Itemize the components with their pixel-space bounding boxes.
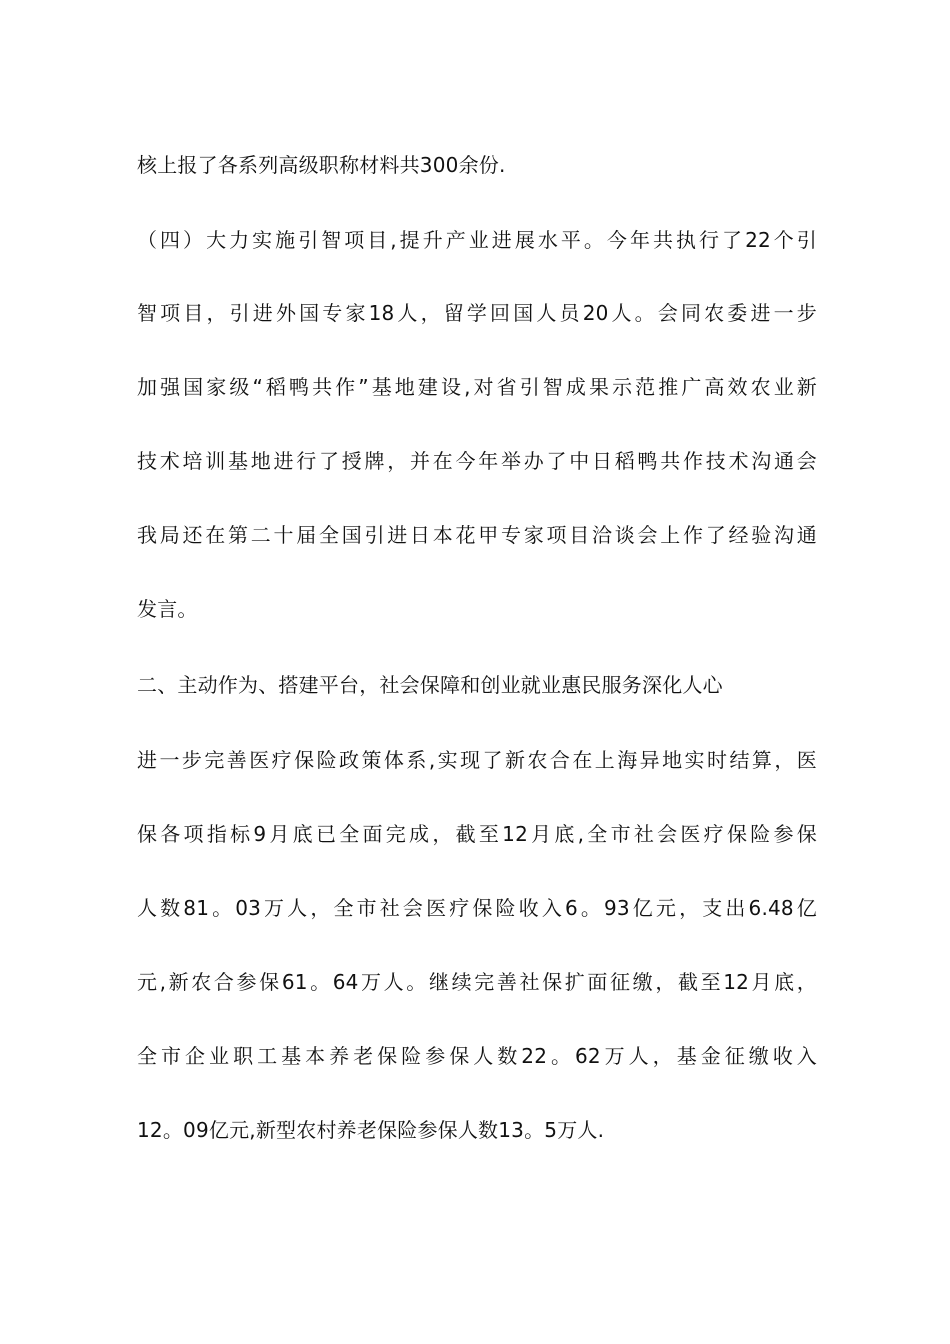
text-line-7: 发言。 [137, 597, 198, 621]
text-line-14: 12。09亿元,新型农村养老保险参保人数13。5万人. [137, 1118, 605, 1142]
text-line-2: （四）大力实施引智项目,提升产业进展水平。今年共执行了22个引 [137, 228, 817, 252]
text-line-10: 保各项指标9月底已全面完成，截至12月底,全市社会医疗保险参保 [137, 822, 817, 846]
text-line-12: 元,新农合参保61。64万人。继续完善社保扩面征缴，截至12月底， [137, 970, 817, 994]
text-line-1: 核上报了各系列高级职称材料共300余份. [137, 153, 506, 177]
section-heading: 二、主动作为、搭建平台，社会保障和创业就业惠民服务深化人心 [137, 673, 723, 697]
text-line-13: 全市企业职工基本养老保险参保人数22。62万人，基金征缴收入 [137, 1044, 817, 1068]
text-line-5: 技术培训基地进行了授牌，并在今年举办了中日稻鸭共作技术沟通会 [137, 449, 817, 473]
text-line-6: 我局还在第二十届全国引进日本花甲专家项目洽谈会上作了经验沟通 [137, 523, 817, 547]
text-line-9: 进一步完善医疗保险政策体系,实现了新农合在上海异地实时结算，医 [137, 748, 817, 772]
text-line-4: 加强国家级“稻鸭共作”基地建设,对省引智成果示范推广高效农业新 [137, 375, 817, 399]
text-line-3: 智项目，引进外国专家18人，留学回国人员20人。会同农委进一步 [137, 301, 817, 325]
text-line-11: 人数81。03万人，全市社会医疗保险收入6。93亿元，支出6.48亿 [137, 896, 817, 920]
